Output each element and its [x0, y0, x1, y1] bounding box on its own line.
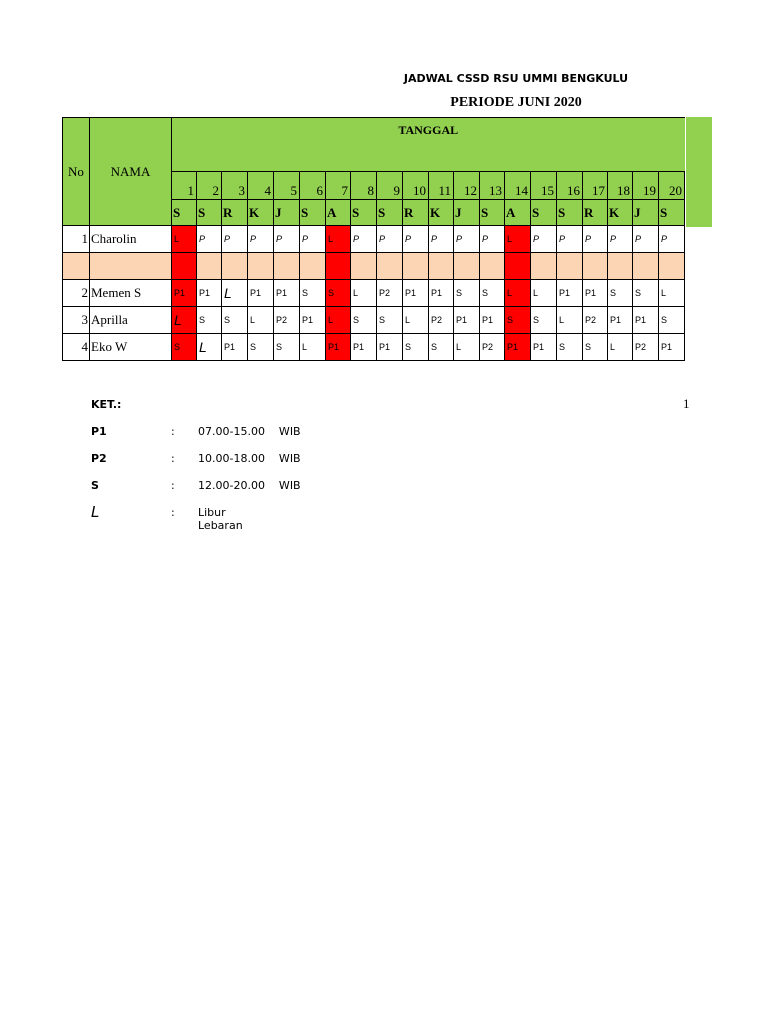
- weekday: A: [326, 200, 351, 226]
- legend-code: L: [91, 503, 100, 521]
- day-number: 14: [505, 172, 531, 200]
- shift-cell: L: [531, 280, 557, 307]
- shift-cell: L: [505, 226, 531, 253]
- shift-cell: L: [172, 307, 197, 334]
- table-row: [63, 307, 685, 334]
- shift-cell: S: [583, 334, 608, 361]
- legend-row-s: [91, 479, 301, 506]
- shift-cell: [608, 253, 633, 280]
- row-name: Charolin: [90, 226, 172, 253]
- shift-cell: P: [248, 226, 274, 253]
- shift-cell: P1: [351, 334, 377, 361]
- shift-cell: L: [248, 307, 274, 334]
- day-number: 15: [531, 172, 557, 200]
- shift-cell: [505, 253, 531, 280]
- weekday: R: [222, 200, 248, 226]
- legend-value: Libur Lebaran: [198, 506, 243, 532]
- shift-cell: P1: [505, 334, 531, 361]
- shift-cell: [531, 253, 557, 280]
- table-row: [63, 280, 685, 307]
- day-number: 5: [274, 172, 300, 200]
- shift-cell: L: [557, 307, 583, 334]
- shift-cell: P: [583, 226, 608, 253]
- shift-cell: P: [300, 226, 326, 253]
- shift-cell: [248, 253, 274, 280]
- shift-cell: P1: [429, 280, 454, 307]
- shift-cell: P1: [633, 307, 659, 334]
- shift-cell: P1: [583, 280, 608, 307]
- weekday: S: [659, 200, 685, 226]
- shift-cell: P1: [403, 280, 429, 307]
- shift-cell: [403, 253, 429, 280]
- shift-cell: P1: [659, 334, 685, 361]
- shift-cell: P1: [480, 307, 505, 334]
- day-number: 18: [608, 172, 633, 200]
- shift-cell: [300, 253, 326, 280]
- table-row: [63, 226, 685, 253]
- shift-cell: S: [608, 280, 633, 307]
- legend-row-p2: [91, 452, 301, 479]
- shift-cell: P2: [377, 280, 403, 307]
- shift-cell: L: [454, 334, 480, 361]
- weekday: J: [454, 200, 480, 226]
- shift-cell: P1: [377, 334, 403, 361]
- header-tanggal: TANGGAL: [172, 118, 685, 172]
- day-number: 2: [197, 172, 222, 200]
- shift-cell: [429, 253, 454, 280]
- shift-cell: S: [557, 334, 583, 361]
- shift-cell: P1: [608, 307, 633, 334]
- shift-cell: P: [351, 226, 377, 253]
- day-number: 16: [557, 172, 583, 200]
- shift-cell: P1: [454, 307, 480, 334]
- legend-row-p1: [91, 425, 301, 452]
- shift-cell: L: [351, 280, 377, 307]
- shift-cell: P1: [326, 334, 351, 361]
- weekday: S: [531, 200, 557, 226]
- shift-cell: [633, 253, 659, 280]
- shift-cell: [583, 253, 608, 280]
- shift-cell: P: [403, 226, 429, 253]
- shift-cell: P: [429, 226, 454, 253]
- shift-cell: P: [480, 226, 505, 253]
- shift-cell: [351, 253, 377, 280]
- shift-cell: P: [531, 226, 557, 253]
- row-number: [63, 253, 90, 280]
- shift-cell: P1: [274, 280, 300, 307]
- row-name: [90, 253, 172, 280]
- legend-code: P1: [91, 425, 107, 438]
- shift-cell: P: [222, 226, 248, 253]
- shift-cell: L: [172, 226, 197, 253]
- legend-value: 10.00-18.00 WIB: [198, 452, 301, 465]
- row-name: Aprilla: [90, 307, 172, 334]
- shift-cell: P: [274, 226, 300, 253]
- shift-cell: P1: [248, 280, 274, 307]
- day-number: 9: [377, 172, 403, 200]
- header-no: No: [63, 118, 90, 226]
- legend-colon: :: [171, 506, 175, 519]
- day-number: 13: [480, 172, 505, 200]
- shift-cell: S: [197, 307, 222, 334]
- shift-cell: [454, 253, 480, 280]
- shift-cell: L: [222, 280, 248, 307]
- legend-colon: :: [171, 425, 175, 438]
- shift-cell: P: [659, 226, 685, 253]
- weekday: K: [608, 200, 633, 226]
- row-number: 3: [63, 307, 90, 334]
- shift-cell: [480, 253, 505, 280]
- shift-cell: S: [429, 334, 454, 361]
- shift-cell: L: [326, 307, 351, 334]
- day-number: 20: [659, 172, 685, 200]
- shift-cell: [222, 253, 248, 280]
- weekday: J: [633, 200, 659, 226]
- shift-cell: L: [197, 334, 222, 361]
- shift-cell: S: [633, 280, 659, 307]
- shift-cell: S: [505, 307, 531, 334]
- shift-cell: P: [454, 226, 480, 253]
- shift-cell: [197, 253, 222, 280]
- shift-cell: S: [377, 307, 403, 334]
- shift-cell: [377, 253, 403, 280]
- shift-cell: P1: [172, 280, 197, 307]
- shift-cell: P: [377, 226, 403, 253]
- shift-cell: L: [659, 280, 685, 307]
- shift-cell: P: [633, 226, 659, 253]
- legend-code: S: [91, 479, 99, 492]
- day-number: 4: [248, 172, 274, 200]
- row-number: 1: [63, 226, 90, 253]
- weekday: R: [403, 200, 429, 226]
- row-number: 2: [63, 280, 90, 307]
- shift-cell: P2: [633, 334, 659, 361]
- row-name: Eko W: [90, 334, 172, 361]
- shift-cell: S: [326, 280, 351, 307]
- table-row: [63, 334, 685, 361]
- shift-cell: S: [403, 334, 429, 361]
- shift-cell: P2: [480, 334, 505, 361]
- shift-cell: L: [326, 226, 351, 253]
- shift-cell: P: [557, 226, 583, 253]
- day-number: 19: [633, 172, 659, 200]
- day-number: 10: [403, 172, 429, 200]
- table-row-blank: [63, 253, 685, 280]
- shift-cell: P1: [531, 334, 557, 361]
- day-number: 12: [454, 172, 480, 200]
- legend-value: 12.00-20.00 WIB: [198, 479, 301, 492]
- shift-cell: L: [300, 334, 326, 361]
- shift-cell: [274, 253, 300, 280]
- shift-cell: S: [300, 280, 326, 307]
- legend-label: KET.:: [91, 398, 122, 411]
- shift-cell: [557, 253, 583, 280]
- shift-cell: P1: [557, 280, 583, 307]
- weekday: S: [377, 200, 403, 226]
- shift-cell: P: [197, 226, 222, 253]
- weekday: S: [480, 200, 505, 226]
- shift-cell: P1: [197, 280, 222, 307]
- shift-cell: P1: [222, 334, 248, 361]
- legend: [91, 398, 301, 533]
- shift-cell: S: [480, 280, 505, 307]
- day-number: 1: [172, 172, 197, 200]
- weekday: A: [505, 200, 531, 226]
- day-number: 8: [351, 172, 377, 200]
- shift-cell: L: [608, 334, 633, 361]
- day-number: 3: [222, 172, 248, 200]
- shift-cell: S: [454, 280, 480, 307]
- weekday: K: [429, 200, 454, 226]
- weekday: R: [583, 200, 608, 226]
- schedule-table: [62, 117, 685, 361]
- page-number: 1: [683, 396, 690, 411]
- weekday: J: [274, 200, 300, 226]
- shift-cell: S: [659, 307, 685, 334]
- shift-cell: P2: [429, 307, 454, 334]
- legend-colon: :: [171, 452, 175, 465]
- day-number: 7: [326, 172, 351, 200]
- shift-cell: L: [403, 307, 429, 334]
- shift-cell: [659, 253, 685, 280]
- document-subtitle: PERIODE JUNI 2020: [450, 95, 582, 110]
- shift-cell: S: [351, 307, 377, 334]
- legend-colon: :: [171, 479, 175, 492]
- shift-cell: P2: [274, 307, 300, 334]
- shift-cell: P2: [583, 307, 608, 334]
- shift-cell: [172, 253, 197, 280]
- weekday: S: [197, 200, 222, 226]
- day-number: 6: [300, 172, 326, 200]
- shift-cell: S: [274, 334, 300, 361]
- shift-cell: P1: [300, 307, 326, 334]
- weekday: S: [351, 200, 377, 226]
- row-number: 4: [63, 334, 90, 361]
- legend-row-l: [91, 503, 243, 533]
- header-nama: NAMA: [90, 118, 172, 226]
- legend-code: P2: [91, 452, 107, 465]
- shift-cell: P: [608, 226, 633, 253]
- legend-value: 07.00-15.00 WIB: [198, 425, 301, 438]
- shift-cell: S: [222, 307, 248, 334]
- shift-cell: [326, 253, 351, 280]
- shift-cell: S: [172, 334, 197, 361]
- weekday: S: [172, 200, 197, 226]
- shift-cell: S: [248, 334, 274, 361]
- document-title: JADWAL CSSD RSU UMMI BENGKULU: [403, 72, 629, 85]
- shift-cell: L: [505, 280, 531, 307]
- weekday: K: [248, 200, 274, 226]
- day-number: 11: [429, 172, 454, 200]
- shift-cell: S: [531, 307, 557, 334]
- header-green-extension: [686, 117, 712, 227]
- weekday: S: [300, 200, 326, 226]
- weekday: S: [557, 200, 583, 226]
- day-number: 17: [583, 172, 608, 200]
- row-name: Memen S: [90, 280, 172, 307]
